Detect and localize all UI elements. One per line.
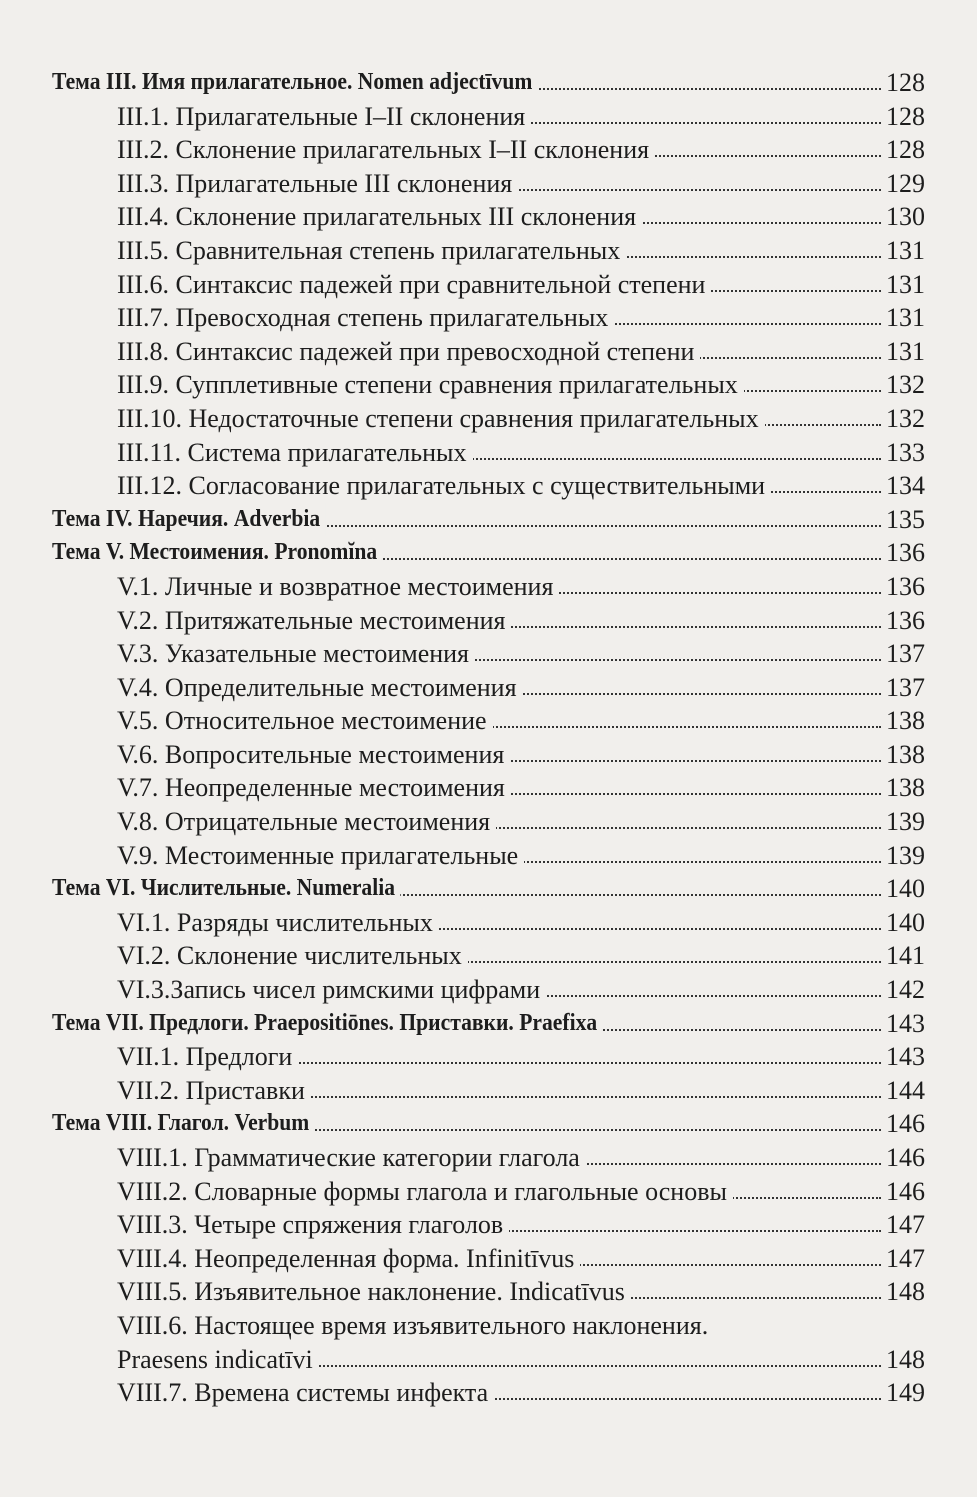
toc-page-number: 142 [882, 973, 925, 1007]
dot-leader [761, 424, 881, 426]
toc-section-entry [0, 1074, 977, 1108]
dot-leader [740, 390, 881, 392]
toc-section-entry [0, 1040, 977, 1074]
toc-page-number: 132 [882, 368, 925, 402]
dot-leader [696, 357, 881, 359]
toc-section-entry [0, 973, 977, 1007]
dot-leader [322, 525, 881, 527]
toc-entry-title: V.8. Отрицательные местоимения [117, 805, 496, 839]
toc-chapter-entry [0, 503, 977, 537]
toc-page-number: 146 [882, 1107, 925, 1141]
dot-leader [599, 1029, 881, 1031]
dot-leader [707, 290, 881, 292]
toc-page-number: 128 [882, 66, 925, 100]
toc-section-entry [0, 1242, 977, 1276]
dot-leader [492, 827, 881, 829]
dot-leader [464, 961, 881, 963]
toc-page-number: 128 [882, 100, 925, 134]
toc-entry-title: V.6. Вопросительные местоимения [117, 738, 510, 772]
dot-leader [519, 693, 881, 695]
dot-leader [506, 760, 881, 762]
toc-entry-title: V.2. Притяжательные местоимения [117, 604, 511, 638]
toc-section-entry [0, 939, 977, 973]
dot-leader [489, 726, 881, 728]
dot-leader [505, 1230, 881, 1232]
dot-leader [396, 894, 881, 896]
toc-section-entry [0, 704, 977, 738]
toc-entry-title: V.3. Указательные местоимения [117, 637, 475, 671]
toc-chapter-entry [0, 1007, 977, 1041]
toc-page-number: 138 [882, 771, 925, 805]
toc-entry-title: III.2. Склонение прилагательных I–II склонения [117, 133, 655, 167]
toc-chapter-entry [0, 536, 977, 570]
toc-entry-title: VI.1. Разряды числительных [117, 906, 439, 940]
toc-page-number: 137 [882, 671, 925, 705]
toc-section-entry [0, 771, 977, 805]
toc-entry-title: V.9. Местоименные прилагательные [117, 839, 524, 873]
toc-entry-title: III.5. Сравнительная степень прилагательных [117, 234, 626, 268]
toc-chapter-entry [0, 872, 977, 906]
toc-page-number: 144 [882, 1074, 925, 1108]
toc-page-number: 140 [882, 872, 925, 906]
toc-section-entry [0, 167, 977, 201]
toc-entry-title: III.12. Согласование прилагательных с существительными [117, 469, 771, 503]
toc-chapter-entry [0, 66, 977, 100]
toc-entry-title: Тема VIII. Глагол. Verbum [52, 1107, 315, 1141]
toc-page-number: 136 [882, 536, 925, 570]
toc-page-number: 129 [882, 167, 925, 201]
toc-entry-title: VII.2. Приставки [117, 1074, 311, 1108]
toc-entry-title: VIII.7. Времена системы инфекта [117, 1376, 494, 1410]
toc-entry-title: Тема VI. Числительные. Numeralia [52, 872, 400, 906]
toc-entry-title: III.6. Синтаксис падежей при сравнительной степени [117, 268, 711, 302]
dot-leader [542, 995, 881, 997]
toc-page-number: 139 [882, 839, 925, 873]
toc-page-number: 149 [882, 1376, 925, 1410]
toc-section-entry [0, 637, 977, 671]
toc-section-entry [0, 738, 977, 772]
toc-page-number: 147 [882, 1208, 925, 1242]
toc-section-entry [0, 906, 977, 940]
toc-page-number: 139 [882, 805, 925, 839]
table-of-contents [0, 66, 977, 1410]
dot-leader [622, 256, 881, 258]
toc-page-number: 138 [882, 704, 925, 738]
toc-entry-title: V.4. Определительные местоимения [117, 671, 523, 705]
toc-page-number: 131 [882, 268, 925, 302]
toc-section-entry [0, 1175, 977, 1209]
toc-entry-title: V.1. Личные и возвратное местоимения [117, 570, 559, 604]
toc-section-entry [0, 1141, 977, 1175]
toc-entry-title: III.7. Превосходная степень прилагательных [117, 301, 614, 335]
toc-entry-title: VI.2. Склонение числительных [117, 939, 468, 973]
dot-leader [651, 155, 881, 157]
toc-section-entry [0, 1376, 977, 1410]
dot-leader [527, 122, 881, 124]
toc-section-entry [0, 570, 977, 604]
dot-leader [379, 558, 881, 560]
toc-entry-title: III.11. Система прилагательных [117, 436, 473, 470]
toc-section-entry [0, 100, 977, 134]
dot-leader [471, 659, 881, 661]
toc-chapter-entry [0, 1107, 977, 1141]
toc-section-entry [0, 1309, 977, 1343]
toc-entry-title: Тема V. Местоимения. Pronomĭna [52, 536, 383, 570]
toc-section-entry [0, 234, 977, 268]
toc-section-entry [0, 469, 977, 503]
toc-page-number: 146 [882, 1141, 925, 1175]
toc-section-entry [0, 133, 977, 167]
dot-leader [582, 1163, 881, 1165]
toc-section-entry [0, 604, 977, 638]
dot-leader [514, 189, 881, 191]
dot-leader [627, 1297, 881, 1299]
dot-leader [490, 1398, 881, 1400]
toc-entry-title: V.5. Относительное местоимение [117, 704, 493, 738]
dot-leader [507, 626, 881, 628]
toc-section-entry [0, 1275, 977, 1309]
toc-page-number: 143 [882, 1040, 925, 1074]
dot-leader [294, 1062, 881, 1064]
toc-entry-title: Тема VII. Предлоги. Praepositiōnes. Приставки. Praefixa [52, 1007, 603, 1041]
toc-entry-title: III.8. Синтаксис падежей при превосходной степени [117, 335, 700, 369]
toc-entry-title: III.10. Недостаточные степени сравнения прилагательных [117, 402, 765, 436]
toc-section-entry [0, 301, 977, 335]
toc-entry-title: VIII.2. Словарные формы глагола и глагольные основы [117, 1175, 733, 1209]
toc-entry-title: Тема III. Имя прилагательное. Nomen adjectīvum [52, 66, 538, 100]
toc-entry-title: Praesens indicatīvi [117, 1343, 319, 1377]
toc-entry-title: III.3. Прилагательные III склонения [117, 167, 518, 201]
dot-leader [555, 592, 881, 594]
toc-entry-title: III.4. Склонение прилагательных III склонения [117, 200, 642, 234]
toc-section-entry [0, 671, 977, 705]
toc-section-entry [0, 436, 977, 470]
toc-entry-title: III.9. Супплетивные степени сравнения прилагательных [117, 368, 744, 402]
dot-leader [435, 928, 881, 930]
toc-page-number: 132 [882, 402, 925, 436]
toc-page-number: 134 [882, 469, 925, 503]
toc-page-number: 131 [882, 234, 925, 268]
toc-entry-title: VIII.1. Грамматические категории глагола [117, 1141, 586, 1175]
toc-page-number: 146 [882, 1175, 925, 1209]
toc-page-number: 128 [882, 133, 925, 167]
toc-entry-title: VIII.4. Неопределенная форма. Infinitīvus [117, 1242, 580, 1276]
toc-page-number: 143 [882, 1007, 925, 1041]
toc-page-number: 141 [882, 939, 925, 973]
dot-leader [638, 222, 881, 224]
toc-page-number: 133 [882, 436, 925, 470]
toc-section-entry [0, 368, 977, 402]
toc-page-number: 130 [882, 200, 925, 234]
toc-entry-title: VIII.5. Изъявительное наклонение. Indicatīvus [117, 1275, 631, 1309]
toc-page-number: 140 [882, 906, 925, 940]
toc-page-number: 147 [882, 1242, 925, 1276]
toc-entry-title: VII.1. Предлоги [117, 1040, 298, 1074]
dot-leader [767, 491, 881, 493]
dot-leader [315, 1365, 881, 1367]
dot-leader [507, 793, 881, 795]
toc-entry-title: VIII.6. Настоящее время изъявительного наклонения. [117, 1309, 714, 1343]
dot-leader [534, 88, 881, 90]
toc-section-entry [0, 335, 977, 369]
toc-section-entry [0, 1208, 977, 1242]
toc-section-entry [0, 839, 977, 873]
toc-page-number: 148 [882, 1275, 925, 1309]
toc-entry-title: VIII.3. Четыре спряжения глаголов [117, 1208, 509, 1242]
toc-section-entry [0, 1343, 977, 1377]
toc-entry-title: VI.3.Запись чисел римскими цифрами [117, 973, 546, 1007]
toc-section-entry [0, 200, 977, 234]
dot-leader [610, 323, 881, 325]
dot-leader [576, 1264, 881, 1266]
toc-entry-title: Тема IV. Наречия. Adverbia [52, 503, 326, 537]
toc-page-number: 136 [882, 604, 925, 638]
toc-page-number: 131 [882, 301, 925, 335]
dot-leader [307, 1096, 881, 1098]
dot-leader [520, 861, 881, 863]
toc-entry-title: III.1. Прилагательные I–II склонения [117, 100, 531, 134]
toc-page-number: 131 [882, 335, 925, 369]
toc-page-number: 138 [882, 738, 925, 772]
dot-leader [311, 1129, 881, 1131]
toc-page-number: 136 [882, 570, 925, 604]
toc-entry-title: V.7. Неопределенные местоимения [117, 771, 511, 805]
dot-leader [729, 1197, 881, 1199]
toc-page-number: 135 [882, 503, 925, 537]
toc-page-number: 148 [882, 1343, 925, 1377]
toc-section-entry [0, 402, 977, 436]
toc-section-entry [0, 805, 977, 839]
toc-page-number: 137 [882, 637, 925, 671]
toc-section-entry [0, 268, 977, 302]
dot-leader [469, 458, 881, 460]
